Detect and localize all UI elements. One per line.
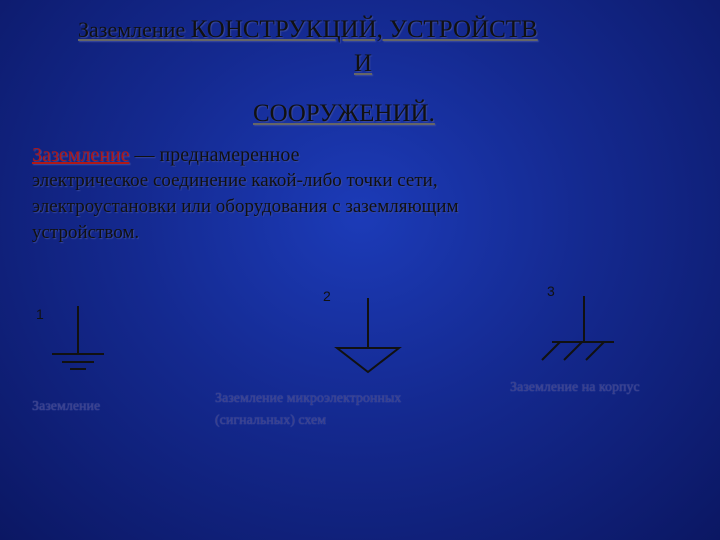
slide-title-line-3: СООРУЖЕНИЙ. xyxy=(253,100,435,127)
symbol-number-2: 2 xyxy=(323,288,331,304)
ground-icon xyxy=(50,306,110,376)
definition-term: Заземление xyxy=(32,144,130,166)
definition-first-line xyxy=(32,142,552,168)
symbol-number-3: 3 xyxy=(547,283,555,299)
slide-title-line-2: И xyxy=(354,50,373,77)
definition-first-rest: — преднамеренное xyxy=(129,144,300,166)
title-main: КОНСТРУКЦИЙ, УСТРОЙСТВ xyxy=(190,16,538,43)
title-prefix: Заземление xyxy=(78,17,191,42)
definition-body: электрическое соединение какой-либо точки сети, электроустановки или оборудования с заземляющим устройством. xyxy=(32,170,459,243)
symbol-number-1: 1 xyxy=(36,306,44,322)
slide-title-line-1 xyxy=(78,16,538,44)
symbol-caption-3: Заземление на корпус xyxy=(510,380,640,395)
symbol-caption-1: Заземление xyxy=(32,399,101,414)
chassis-ground-icon xyxy=(536,296,616,366)
definition-block xyxy=(32,142,552,246)
symbol-caption-2: Заземление микроэлектронных (сигнальных) схем xyxy=(215,391,402,428)
signal-ground-icon xyxy=(333,298,403,378)
